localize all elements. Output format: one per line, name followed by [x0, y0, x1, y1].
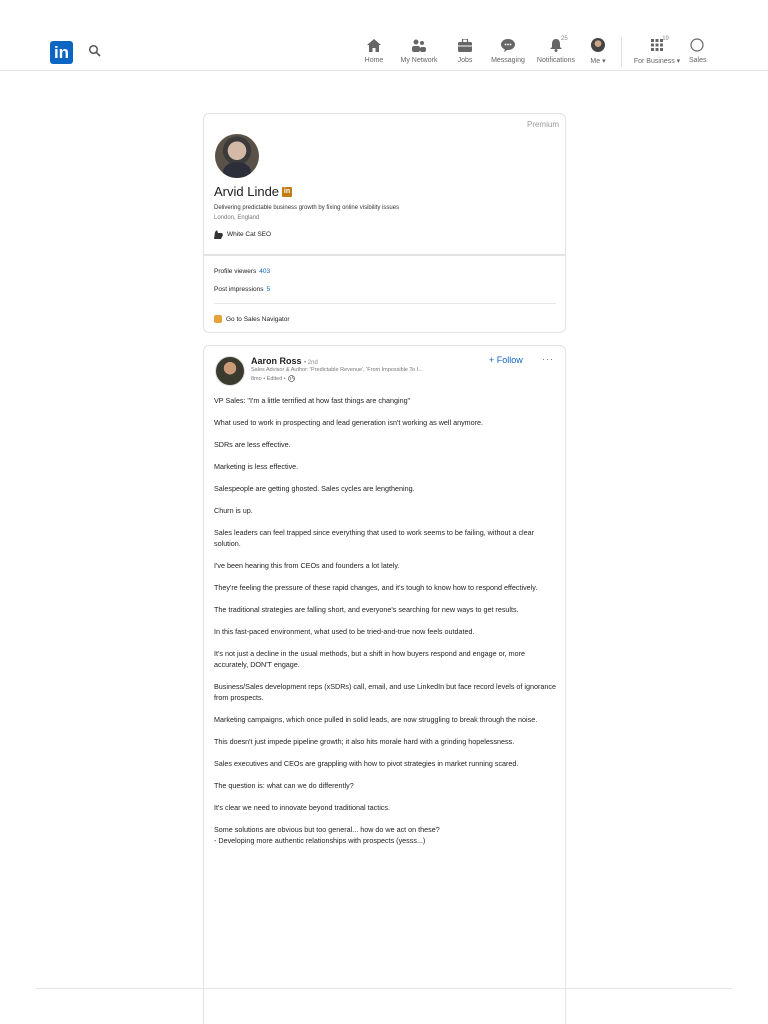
post-paragraph: The traditional strategies are falling short, and everyone's searching for new ways to get results.: [214, 605, 519, 614]
post-paragraph: The question is: what can we do differently?: [214, 781, 354, 790]
nav-label-home: Home: [364, 57, 384, 64]
nav-label-me: Me ▾: [590, 58, 606, 65]
post-body: [214, 395, 559, 846]
post-paragraph: - Developing more authentic relationships with prospects (yesss...): [214, 836, 426, 845]
post-card: [203, 345, 566, 1024]
notifications-badge: 25: [561, 36, 568, 42]
post-paragraph: Marketing campaigns, which once pulled in solid leads, are now struggling to break through the noise.: [214, 715, 538, 724]
network-icon: [411, 37, 427, 53]
profile-location: London, England: [214, 215, 260, 221]
nav-divider: [621, 37, 622, 67]
post-paragraph: This doesn't just impede pipeline growth; it also hits morale hard with a grinding hopelessness.: [214, 737, 515, 746]
company-name: White Cat SEO: [227, 231, 272, 238]
stats-divider: [214, 303, 556, 304]
post-paragraph: Some solutions are obvious but too general... how do we act on these?: [214, 825, 440, 834]
post-paragraph: Sales leaders can feel trapped since everything that used to work seems to be failing, without a clear solution.: [214, 528, 535, 548]
connection-degree: • 2nd: [304, 360, 318, 366]
author-headline: Sales Advisor & Author: 'Predictable Revenue', 'From Impossible To I...: [251, 367, 423, 373]
post-meta-text: 8mo • Edited •: [251, 375, 286, 382]
post-paragraph: SDRs are less effective.: [214, 440, 291, 449]
nav-label-for-business: For Business ▾: [633, 58, 681, 65]
profile-viewers-value: 403: [259, 268, 271, 275]
sales-icon: [689, 37, 705, 53]
author-name[interactable]: [251, 356, 318, 366]
sales-navigator-label: Go to Sales Navigator: [226, 315, 290, 323]
post-meta: [251, 375, 295, 382]
profile-name-text: Arvid Linde: [214, 184, 280, 199]
premium-badge-icon: in: [283, 187, 291, 195]
nav-items: [355, 37, 709, 69]
post-paragraph: VP Sales: "I'm a little terrified at how fast things are changing": [214, 396, 411, 405]
nav-item-jobs[interactable]: [445, 37, 485, 64]
post-impressions-value: 5: [266, 286, 271, 293]
home-icon: [366, 37, 382, 53]
avatar: [590, 37, 606, 53]
globe-icon: [288, 375, 295, 382]
follow-button[interactable]: + Follow: [489, 355, 523, 365]
nav-label-sales: Sales: [689, 57, 707, 64]
post-paragraph: Salespeople are getting ghosted. Sales cycles are lengthening.: [214, 484, 415, 493]
nav-label-my-network: My Network: [400, 57, 438, 64]
profile-avatar[interactable]: [215, 134, 259, 178]
sales-navigator-link[interactable]: [214, 315, 290, 323]
nav-label-messaging: Messaging: [491, 57, 525, 64]
author-name-text: Aaron Ross: [251, 356, 302, 366]
profile-headline: Delivering predictable business growth by fixing online visibility issues: [214, 205, 400, 211]
nav-label-jobs: Jobs: [457, 57, 473, 64]
profile-viewers-label: Profile viewers: [214, 268, 257, 275]
nav-item-my-network[interactable]: [393, 37, 445, 64]
post-paragraph: It's not just a decline in the usual methods, but a shift in how buyers respond and engage or, more accurately, DON'T engage.: [214, 649, 526, 669]
more-options-icon[interactable]: ···: [542, 354, 554, 364]
linkedin-logo[interactable]: in: [50, 41, 73, 64]
cat-logo-icon: [214, 230, 224, 239]
messaging-icon: [500, 37, 516, 53]
search-icon[interactable]: [88, 44, 102, 58]
post-paragraph: It's clear we need to innovate beyond traditional tactics.: [214, 803, 390, 812]
nav-label-notifications: Notifications: [536, 57, 576, 64]
post-paragraph: They're feeling the pressure of these rapid changes, and it's tough to know how to respond effectively.: [214, 583, 538, 592]
nav-item-home[interactable]: [355, 37, 393, 64]
post-paragraph: Sales executives and CEOs are grappling with how to pivot strategies in market running scared.: [214, 759, 519, 768]
nav-item-messaging[interactable]: [485, 37, 531, 64]
jobs-icon: [457, 37, 473, 53]
nav-item-notifications[interactable]: [531, 37, 581, 64]
sales-navigator-icon: [214, 315, 222, 323]
nav-item-me[interactable]: [581, 37, 615, 65]
profile-name[interactable]: [214, 184, 292, 199]
author-avatar[interactable]: [215, 356, 245, 386]
post-impressions-label: Post impressions: [214, 286, 264, 293]
post-paragraph: I've been hearing this from CEOs and founders a lot lately.: [214, 561, 400, 570]
post-paragraph: Churn is up.: [214, 506, 253, 515]
post-paragraph: What used to work in prospecting and lead generation isn't working as well anymore.: [214, 418, 484, 427]
nav-item-for-business[interactable]: [631, 37, 683, 65]
top-navigation: [0, 33, 768, 71]
post-impressions-stat[interactable]: [214, 286, 270, 293]
post-paragraph: In this fast-paced environment, what used to be tried-and-true now feels outdated.: [214, 627, 475, 636]
business-badge: 19: [662, 36, 669, 42]
post-paragraph: Marketing is less effective.: [214, 462, 299, 471]
premium-label[interactable]: Premium: [526, 120, 559, 129]
page-bottom-divider: [36, 988, 732, 989]
stats-card: [203, 255, 566, 333]
profile-viewers-stat[interactable]: [214, 268, 270, 275]
profile-card: [203, 113, 566, 255]
post-paragraph: Business/Sales development reps (xSDRs) call, email, and use LinkedIn but face record levels of ignorance from prospects.: [214, 682, 556, 702]
nav-item-sales[interactable]: [689, 37, 709, 64]
profile-company[interactable]: [214, 230, 271, 239]
